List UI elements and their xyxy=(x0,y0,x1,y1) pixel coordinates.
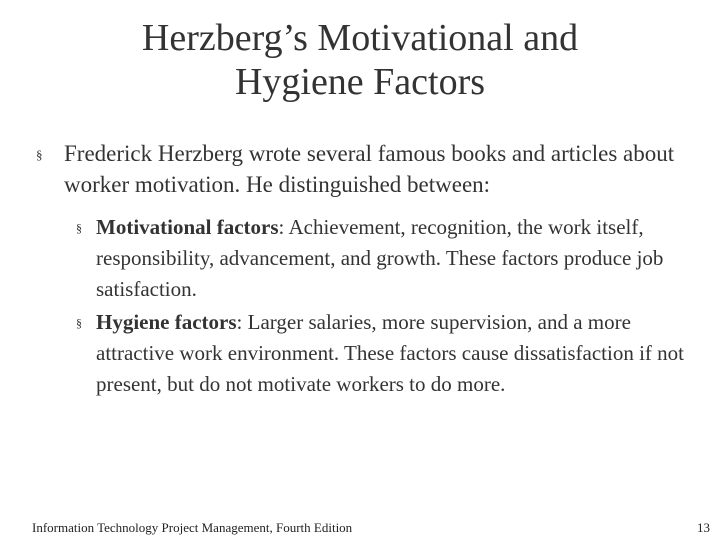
slide-title-line-1: Herzberg’s Motivational and xyxy=(141,17,579,59)
bullet-item xyxy=(36,138,696,200)
sub-bullet-item-hygiene xyxy=(76,307,696,400)
slide-body xyxy=(36,138,696,400)
sub-bullet-term: Motivational factors xyxy=(96,215,279,239)
slide-title-line-2: Hygiene Factors xyxy=(234,61,486,103)
sub-bullet-text: : Achievement, recognition, the work itself, responsibility, advancement, and growth. These factors produce job satisfaction. xyxy=(96,215,664,301)
sub-bullet-text: : Larger salaries, more supervision, and a more attractive work environment. These factors cause dissatisfaction if not present, but do not motivate workers to do more. xyxy=(96,310,684,396)
sub-bullet-term: Hygiene factors xyxy=(96,310,237,334)
slide-footer: Information Technology Project Management, Fourth Edition xyxy=(32,520,353,535)
slide-title xyxy=(0,16,720,104)
bullet-text: Frederick Herzberg wrote several famous books and articles about worker motivation. He distinguished between: xyxy=(64,141,675,197)
sub-bullet-item-motivational xyxy=(76,212,696,305)
bullet-marker-icon: § xyxy=(76,316,82,330)
bullet-marker-icon: § xyxy=(76,221,82,235)
page-number: 13 xyxy=(697,520,710,535)
bullet-marker-icon: § xyxy=(36,147,43,162)
